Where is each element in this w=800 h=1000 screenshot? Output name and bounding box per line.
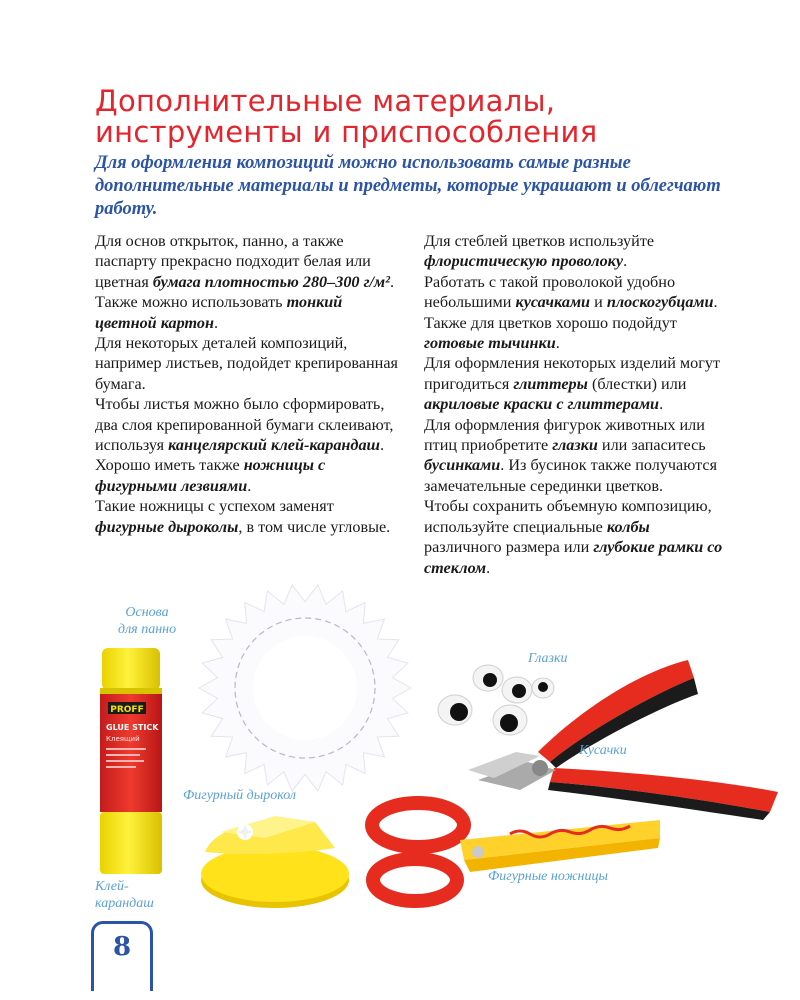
glue-label-2: Клеящий (106, 735, 140, 743)
glue-label-1: GLUE STICK (106, 723, 159, 732)
glue-stick-image (96, 644, 166, 879)
page-title (95, 86, 775, 148)
paper-base-image (180, 578, 430, 798)
caption-punch: Фигурный дырокол (183, 788, 297, 803)
text-run: Также можно использовать (95, 293, 287, 312)
term-cutters: кусачками (515, 293, 591, 312)
caption-cutters: Кусачки (579, 743, 627, 758)
title-line-2: инструменты и приспособления (95, 115, 598, 149)
text-run: . (380, 436, 385, 455)
text-run: . (486, 558, 491, 577)
text-run: Для некоторых деталей композиций, например листьев, подойдет крепированная бумага. (95, 334, 398, 393)
lead-paragraph: Для оформления композиций можно использовать самые разные дополнительные материалы и предметы, которые украшают и облегчают работу. (95, 153, 721, 219)
decorative-scissors-image (360, 790, 670, 915)
text-run: . (390, 272, 395, 291)
glue-brand: PROFF (110, 705, 144, 715)
page-number: 8 (112, 932, 132, 962)
caption-glue-line-1: Клей- (95, 879, 129, 894)
text-run: Для оформления некоторых изделий могут пригодиться (424, 354, 721, 393)
term-wire: флористическую проволоку (424, 252, 624, 271)
caption-glue-line-2: карандаш (95, 896, 154, 911)
left-column (95, 231, 400, 537)
text-run: Такие ножницы с успехом заменят (95, 497, 334, 516)
text-run: . Из бусинок также получаются замечательные серединки цветков. (424, 456, 718, 495)
term-punches: фигурные дыроколы (95, 517, 239, 536)
page-number-frame (91, 921, 153, 991)
text-run: . (247, 476, 252, 495)
text-run: или запаситесь (597, 436, 706, 455)
text-run: . (713, 293, 718, 312)
text-run: Для стеблей цветков используйте (424, 232, 655, 250)
text-run: Для основ открыток, панно, а также паспарту прекрасно подходит белая или цветная (95, 232, 371, 291)
text-run: (блестки) или (587, 374, 687, 393)
text-run: . (213, 313, 219, 332)
caption-eyes: Глазки (528, 651, 568, 666)
term-glitter: глиттеры (513, 374, 588, 393)
caption-base-line-1: Основа (125, 605, 169, 620)
text-run: . (623, 252, 628, 271)
term-glue-stick: канцелярский клей-карандаш (168, 436, 381, 455)
term-beads: бусинками (424, 456, 501, 475)
text-run: Чтобы листья можно было сформировать, два слоя крепированной бумаги склеивают, используя (95, 395, 394, 455)
right-column (424, 231, 729, 578)
text-run: и (590, 293, 607, 312)
caption-glue-stick (95, 878, 154, 912)
text-run: Для оформления фигурок животных или птиц приобретите (424, 415, 705, 455)
text-run: различного размера или (424, 538, 594, 557)
term-frames: глубокие рамки со стеклом (424, 538, 723, 577)
text-run: Хорошо иметь также (95, 456, 244, 475)
term-pliers: плоскогубцами (606, 293, 714, 312)
text-run: Работать с такой проволокой удобно небольшими (424, 272, 676, 312)
text-run: . (555, 334, 560, 353)
shaped-punch-image (195, 808, 355, 913)
caption-base (118, 604, 176, 638)
term-scissors: ножницы с фигурными лезвиями (95, 456, 326, 495)
text-run: Также для цветков хорошо подойдут (424, 313, 677, 332)
text-run: Чтобы сохранить объемную композицию, используйте специальные (424, 497, 712, 536)
caption-scissors: Фигурные ножницы (488, 869, 608, 884)
term-acrylic-paints: акриловые краски с глиттерами (424, 395, 660, 414)
term-flasks: колбы (606, 517, 650, 536)
term-stamens: готовые тычинки (424, 334, 556, 353)
text-run: . (659, 395, 664, 414)
term-cardboard: тонкий цветной картон (95, 293, 343, 332)
term-eyes: глазки (552, 436, 598, 455)
title-line-1: Дополнительные материалы, (95, 84, 556, 118)
term-paper: бумага плотностью 280–300 г/м² (152, 272, 390, 291)
text-run: , в том числе угловые. (238, 517, 391, 536)
caption-base-line-2: для панно (118, 622, 177, 637)
